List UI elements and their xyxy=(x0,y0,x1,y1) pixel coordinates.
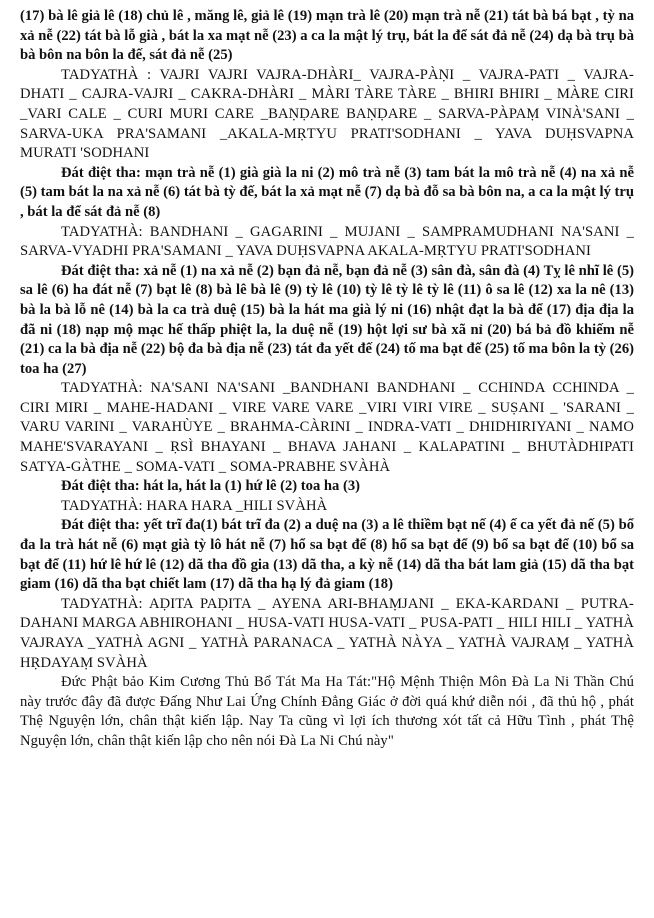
paragraph-dharani-vietnamese-4: Đát điệt tha: hát la, hát la (1) hứ lê (2) toa ha (3) xyxy=(61,478,360,495)
paragraph-dharani-sanskrit-3: TADYATHÀ: NA'SANI NA'SANI _BANDHANI BANDHANI _ CCHINDA CCHINDA _ CIRI MIRI _ MAHE-HADANI _ VIRE VARE VARE _VIRI VIRI VIRE _ SUṢANI _ 'SARANI _ VARU VARINI _ VARAHÙYE _ BRAHMA-CÀRINI _ INDRA-VATI _ DHIDHIRIYANI _ NAMO MAHE'SVARAYANI _ ṚSÌ BHAYANI _ BHAVA JAHANI _ KALAPATINI _ BHUTÀDHIPATI SATYA-GÀTHE _ SOMA-VATI _ SOMA-PRABHE SVÀHÀ xyxy=(20,380,634,475)
paragraph-dharani-vietnamese-2: Đát điệt tha: mạn trà nễ (1) già già la ni (2) mô trà nễ (3) tam bát la mô trà nễ (4) na xả nễ (5) tam bát la na xả nễ (6) tát bà tỳ đế, bát la xả mạt nễ (7) dạ bà đỗ sa bà bôn na, a ca la mật lý trụ , bát la để sát đả nễ (8) xyxy=(20,164,634,220)
paragraph-dharani-sanskrit-1: TADYATHÀ : VAJRI VAJRI VAJRA-DHÀRI_ VAJRA-PÀṆI _ VAJRA-PATI _ VAJRA-DHATI _ CAJRA-VAJRI _ CAKRA-DHÀRI _ MÀRI TÀRE TÀRE _ BHIRI BHIRI _ MÀRE CIRI _VARI CALE _ CURI MURI CARE _BAṆḌARE BAṆḌARE _ SARVA-PÀPAṂ VINÀ'SANI _ SARVA-UKA PRA'SAMANI _AKALA-MṚTYU PRATI'SODHANI _ YAVA DUḤSVAPNA MURATI 'SODHANI xyxy=(20,66,634,162)
paragraph-dharani-sanskrit-4: TADYATHÀ: HARA HARA _HILI SVÀHÀ xyxy=(61,497,328,514)
paragraph-buddha-statement: Đức Phật bảo Kim Cương Thủ Bổ Tát Ma Ha Tát:"Hộ Mệnh Thiện Môn Đà La Ni Thần Chú này trước đây đã được Đấng Như Lai Ứng Chính Đẳng Giác ở đời quá khứ diễn nói , đã thủ hộ , phát Thệ Nguyện lớn, chân thật kiến lập. Nay Ta cũng vì lợi ích thương xót tất cả Hữu Tình , phát Thệ Nguyện lớn, chân thật kiến lập cho nên nói Đà La Ni Chú này" xyxy=(20,674,634,749)
paragraph-dharani-sanskrit-5: TADYATHÀ: AḌITA PAḌITA _ AYENA ARI-BHAṂJANI _ EKA-KARDANI _ PUTRA-DAHANI MARGA ABHIROHANI _ HUSA-VATI HUSA-VATI _ PUSA-PATI _ HILI HILI _ YATHÀ VAJRAYA _YATHÀ AGNI _ YATHÀ PARANACA _ YATHÀ NÀYA _ YATHÀ VAJRAṂ _ YATHÀ HṚDAYAṂ SVÀHÀ xyxy=(20,595,634,671)
paragraph-dharani-vietnamese-3: Đát điệt tha: xả nễ (1) na xả nễ (2) bạn đả nễ, bạn đả nễ (3) sân đà, sân đà (4) Tỵ lê nhĩ lê (5) sa lê (6) ha đát nễ (7) bạt lê (8) bà lê bà lê (9) tỳ lê (10) tỳ lê tỳ lê tỳ lê (11) ô sa lê (12) xa la nê (13) bà la bà lỗ nê (14) bà la ca trà duệ (15) bà la hát ma già lý ni (16) nhật đạt la bà để (17) địa địa la đã ni (18) nạp mộ mạc hế thấp phiệt la, la duệ nễ (19) hột lợi sư bà xã nỉ (20) bá bả đồ khiếm nễ (21) ca la bà địa nễ (22) bộ đa bà địa nễ (23) tát đa yết đế (24) tố ma bạt đế (25) tố ma bôn la tỳ (26) toa ha (27) xyxy=(20,262,634,377)
paragraph-dharani-vietnamese-1: (17) bà lê giả lê (18) chủ lê , măng lê, giả lê (19) mạn trà lê (20) mạn trà nễ (21) tát bà bá bạt , tỳ na xả nễ (22) tát bà lỗ già , bát la xa mạt nễ (23) a ca la mật lý trụ, bát la để sát đả nễ (24) dạ bà trụ bà bà bôn na bôn la đế, sát đả nễ (25) xyxy=(20,8,634,64)
paragraph-dharani-sanskrit-2: TADYATHÀ: BANDHANI _ GAGARINI _ MUJANI _ SAMPRAMUDHANI NA'SANI _ SARVA-VYADHI PRA'SAMANI _ YAVA DUḤSVAPNA AKALA-MṚTYU PRATI'SODHANI xyxy=(20,223,634,260)
paragraph-dharani-vietnamese-5: Đát điệt tha: yết trĩ đa(1) bát trĩ đa (2) a duệ na (3) a lê thiềm bạt nế (4) ế ca yết đả nế (5) bổ đa la trà hát nễ (6) mạt già tỳ lô hát nễ (7) hổ sa bạt để (8) hổ sa bạt để (9) bổ sa bạt để (10) bổ sa bạt để (11) hứ lê hứ lê (12) dã tha đồ gia (13) dã tha, a kỳ nễ (14) dã tha bát lam giả (15) dã tha bạt giam (16) dã tha bạt chiết lam (17) dã tha hạ lý đả giam (18) xyxy=(20,517,634,593)
text-body xyxy=(20,7,634,752)
